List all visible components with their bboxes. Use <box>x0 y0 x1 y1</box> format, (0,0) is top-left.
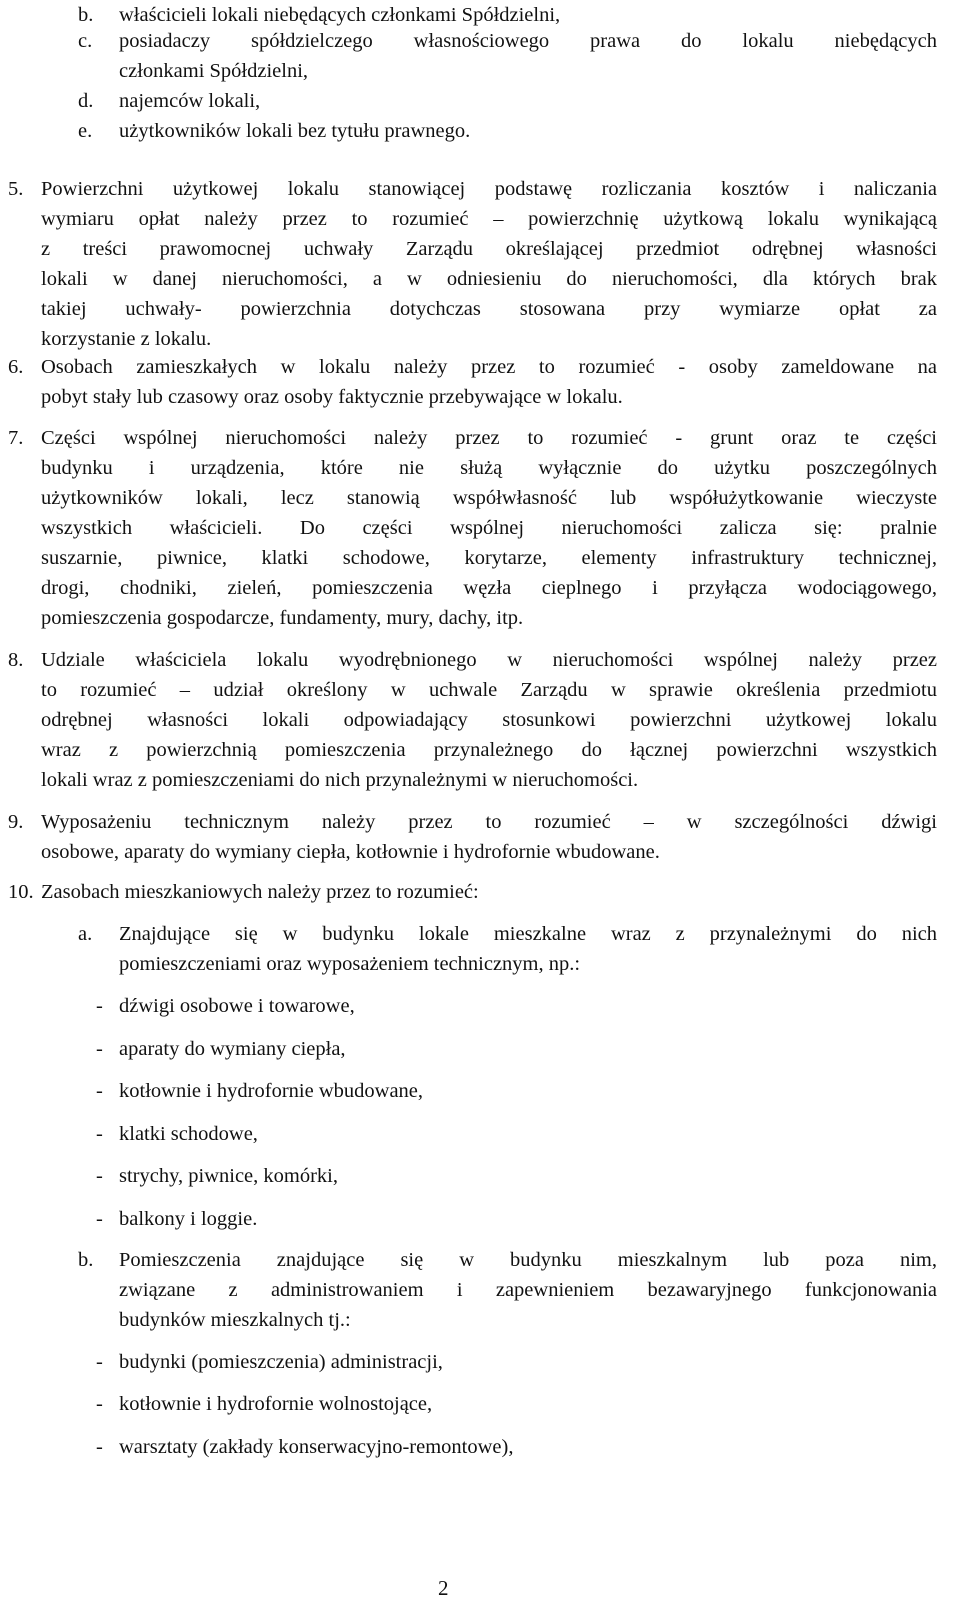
section-number: 10. <box>8 881 34 903</box>
section-line: odrębnej własności lokali odpowiadający stosunkowi powierzchni użytkowej lokalu <box>41 709 937 731</box>
section-number: 5. <box>8 178 24 200</box>
dash-item: strychy, piwnice, komórki, <box>119 1165 339 1187</box>
dash-item: balkony i loggie. <box>119 1208 258 1230</box>
list-item: członkami Spółdzielni, <box>119 60 309 82</box>
page-number: 2 <box>438 1576 449 1600</box>
dash-item: budynki (pomieszczenia) administracji, <box>119 1351 443 1373</box>
section-line: wszystkich właścicieli. Do części wspólnej nieruchomości zalicza się: pralnie <box>41 517 937 539</box>
subsection-line: budynków mieszkalnych tj.: <box>119 1309 351 1331</box>
subsection-line: pomieszczeniami oraz wyposażeniem technicznym, np.: <box>119 953 581 975</box>
dash-item: klatki schodowe, <box>119 1123 258 1145</box>
section-line: lokali wraz z pomieszczeniami do nich przynależnymi w nieruchomości. <box>41 769 639 791</box>
section-line: takiej uchwały- powierzchnia dotychczas stosowana przy wymiarze opłat za <box>41 298 937 320</box>
list-marker: b. <box>78 1249 94 1271</box>
section-line: korzystanie z lokalu. <box>41 328 212 350</box>
section-line: budynku i urządzenia, które nie służą wyłącznie do użytku poszczególnych <box>41 457 937 479</box>
subsection-line: Znajdujące się w budynku lokale mieszkalne wraz z przynależnymi do nich <box>119 923 937 945</box>
dash-item: warsztaty (zakłady konserwacyjno-remontowe), <box>119 1436 514 1458</box>
dash-bullet: - <box>96 995 103 1017</box>
dash-item: dźwigi osobowe i towarowe, <box>119 995 355 1017</box>
dash-bullet: - <box>96 1080 103 1102</box>
section-line: Udziale właściciela lokalu wyodrębnionego w nieruchomości wspólnej należy przez <box>41 649 937 671</box>
section-number: 6. <box>8 356 24 378</box>
dash-bullet: - <box>96 1351 103 1373</box>
section-line: pomieszczenia gospodarcze, fundamenty, mury, dachy, itp. <box>41 607 524 629</box>
section-number: 9. <box>8 811 24 833</box>
section-line: drogi, chodniki, zieleń, pomieszczenia węzła cieplnego i przyłącza wodociągowego, <box>41 577 937 599</box>
dash-bullet: - <box>96 1038 103 1060</box>
section-line: lokali w danej nieruchomości, a w odniesieniu do nieruchomości, dla których brak <box>41 268 937 290</box>
section-number: 8. <box>8 649 24 671</box>
section-line: to rozumieć – udział określony w uchwale Zarządu w sprawie określenia przedmiotu <box>41 679 937 701</box>
dash-item: kotłownie i hydrofornie wolnostojące, <box>119 1393 433 1415</box>
section-line: użytkowników lokali, lecz stanowią współwłasność lub współużytkowanie wieczyste <box>41 487 937 509</box>
section-line: wymiaru opłat należy przez to rozumieć – powierzchnię użytkową lokalu wynikającą <box>41 208 937 230</box>
section-line: Powierzchni użytkowej lokalu stanowiącej podstawę rozliczania kosztów i naliczania <box>41 178 937 200</box>
dash-bullet: - <box>96 1165 103 1187</box>
dash-bullet: - <box>96 1123 103 1145</box>
section-number: 7. <box>8 427 24 449</box>
section-line: Wyposażeniu technicznym należy przez to rozumieć – w szczególności dźwigi <box>41 811 937 833</box>
list-item: posiadaczy spółdzielczego własnościowego prawa do lokalu niebędących <box>119 30 937 52</box>
section-line: wraz z powierzchnią pomieszczenia przynależnego do łącznej powierzchni wszystkich <box>41 739 937 761</box>
list-item: właścicieli lokali niebędących członkami Spółdzielni, <box>119 4 561 26</box>
list-item: użytkowników lokali bez tytułu prawnego. <box>119 120 471 142</box>
list-marker: c. <box>78 30 93 52</box>
subsection-line: związane z administrowaniem i zapewnieniem bezawaryjnego funkcjonowania <box>119 1279 937 1301</box>
section-line: Części wspólnej nieruchomości należy przez to rozumieć - grunt oraz te części <box>41 427 937 449</box>
section-line: osobowe, aparaty do wymiany ciepła, kotłownie i hydrofornie wbudowane. <box>41 841 660 863</box>
dash-item: kotłownie i hydrofornie wbudowane, <box>119 1080 424 1102</box>
list-marker: a. <box>78 923 93 945</box>
list-marker: e. <box>78 120 93 142</box>
dash-bullet: - <box>96 1208 103 1230</box>
subsection-line: Pomieszczenia znajdujące się w budynku mieszkalnym lub poza nim, <box>119 1249 937 1271</box>
section-line: suszarnie, piwnice, klatki schodowe, korytarze, elementy infrastruktury technicznej, <box>41 547 937 569</box>
dash-bullet: - <box>96 1393 103 1415</box>
section-line: pobyt stały lub czasowy oraz osoby faktycznie przebywające w lokalu. <box>41 386 623 408</box>
dash-bullet: - <box>96 1436 103 1458</box>
list-marker: b. <box>78 4 94 26</box>
dash-item: aparaty do wymiany ciepła, <box>119 1038 346 1060</box>
section-line: Osobach zamieszkałych w lokalu należy przez to rozumieć - osoby zameldowane na <box>41 356 937 378</box>
section-line: Zasobach mieszkaniowych należy przez to rozumieć: <box>41 881 479 903</box>
list-marker: d. <box>78 90 94 112</box>
list-item: najemców lokali, <box>119 90 261 112</box>
section-line: z treści prawomocnej uchwały Zarządu określającej przedmiot odrębnej własności <box>41 238 937 260</box>
